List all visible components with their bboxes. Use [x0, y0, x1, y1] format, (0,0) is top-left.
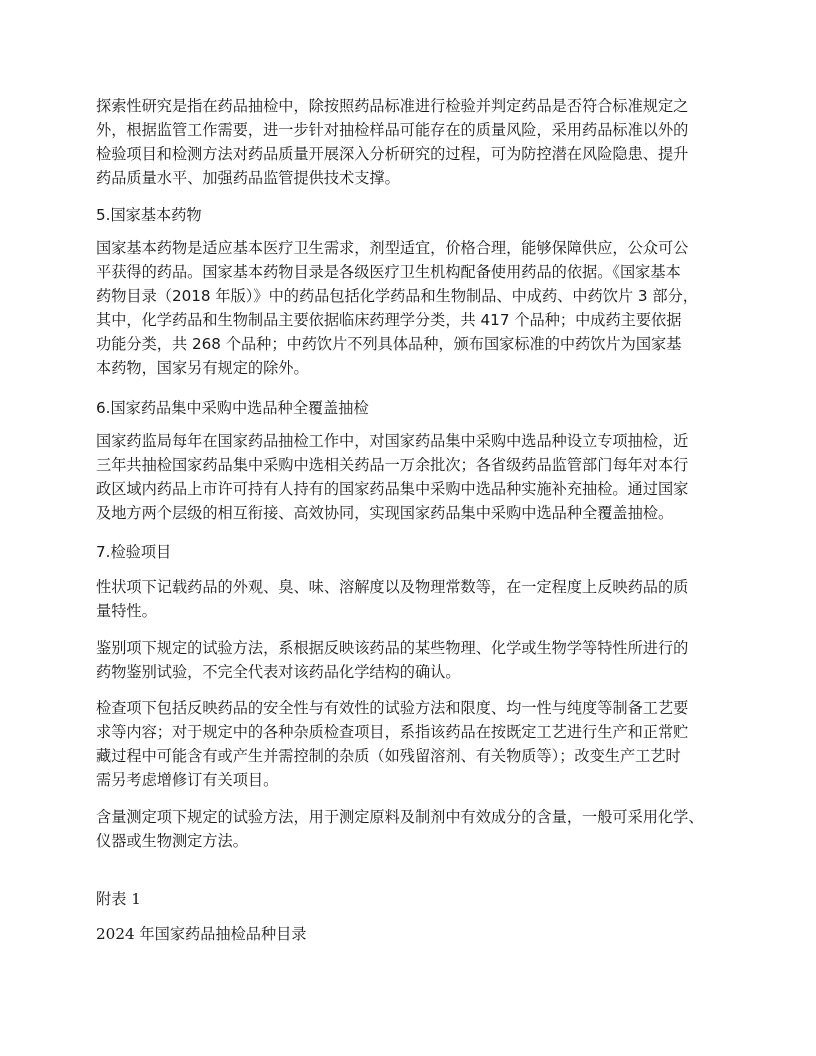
- text-line: 含量测定项下规定的试验方法，用于测定原料及制剂中有效成分的含量，一般可采用化学、: [96, 808, 704, 826]
- text-line: 本药物，国家另有规定的除外。: [96, 359, 309, 377]
- text-line: 三年共抽检国家药品集中采购中选相关药品一万余批次；各省级药品监管部门每年对本行: [96, 456, 689, 474]
- section-heading-7: 7.检验项目: [96, 543, 172, 561]
- text-line: 平获得的药品。国家基本药物目录是各级医疗卫生机构配备使用药品的依据。《国家基本: [96, 263, 681, 281]
- text-line: 性状项下记载药品的外观、臭、味、溶解度以及物理常数等，在一定程度上反映药品的质: [96, 578, 689, 596]
- text-line: 检查项下包括反映药品的安全性与有效性的试验方法和限度、均一性与纯度等制备工艺要: [96, 699, 689, 717]
- text-line: 求等内容；对于规定中的各种杂质检查项目，系指该药品在按既定工艺进行生产和正常贮: [96, 723, 689, 741]
- paragraph-assay: [96, 805, 736, 853]
- section-heading-5: 5.国家基本药物: [96, 206, 202, 224]
- section-heading-6: 6.国家药品集中采购中选品种全覆盖抽检: [96, 399, 369, 417]
- text-line: 药物鉴别试验，不完全代表对该药品化学结构的确认。: [96, 663, 461, 681]
- text-line: 仪器或生物测定方法。: [96, 832, 248, 850]
- text-line: 外，根据监管工作需要，进一步针对抽检样品可能存在的质量风险，采用药品标准以外的: [96, 121, 689, 139]
- paragraph-examination: [96, 696, 736, 792]
- text-line: 鉴别项下规定的试验方法，系根据反映该药品的某些物理、化学或生物学等特性所进行的: [96, 639, 689, 657]
- text-line: 功能分类，共 268 个品种；中药饮片不列具体品种，颁布国家标准的中药饮片为国家基: [96, 335, 682, 353]
- text-line: 国家药监局每年在国家药品抽检工作中，对国家药品集中采购中选品种设立专项抽检，近: [96, 432, 689, 450]
- text-line: 及地方两个层级的相互衔接、高效协同，实现国家药品集中采购中选品种全覆盖抽检。: [96, 504, 674, 522]
- text-line: 量特性。: [96, 602, 157, 620]
- text-line: 需另考虑增修订有关项目。: [96, 771, 279, 789]
- text-line: 检验项目和检测方法对药品质量开展深入分析研究的过程，可为防控潜在风险隐患、提升: [96, 145, 689, 163]
- text-line: 药物目录（2018 年版）》中的药品包括化学药品和生物制品、中成药、中药饮片 3 部分，: [96, 287, 698, 305]
- appendix-title: 2024 年国家药品抽检品种目录: [96, 925, 307, 943]
- paragraph-centralized-procurement: [96, 429, 736, 525]
- paragraph-character: [96, 575, 736, 623]
- paragraph-essential-medicines: [96, 236, 736, 380]
- text-line: 探索性研究是指在药品抽检中，除按照药品标准进行检验并判定药品是否符合标准规定之: [96, 97, 689, 115]
- text-line: 药品质量水平、加强药品监管提供技术支撑。: [96, 169, 400, 187]
- paragraph-exploratory-research: [96, 94, 736, 190]
- paragraph-identification: [96, 636, 736, 684]
- appendix-label: 附表 1: [96, 890, 141, 908]
- text-line: 藏过程中可能含有或产生并需控制的杂质（如残留溶剂、有关物质等）；改变生产工艺时: [96, 747, 681, 765]
- text-line: 其中，化学药品和生物制品主要依据临床药理学分类，共 417 个品种；中成药主要依据: [96, 311, 682, 329]
- text-line: 国家基本药物是适应基本医疗卫生需求，剂型适宜，价格合理，能够保障供应，公众可公: [96, 239, 689, 257]
- text-line: 政区域内药品上市许可持有人持有的国家药品集中采购中选品种实施补充抽检。通过国家: [96, 480, 689, 498]
